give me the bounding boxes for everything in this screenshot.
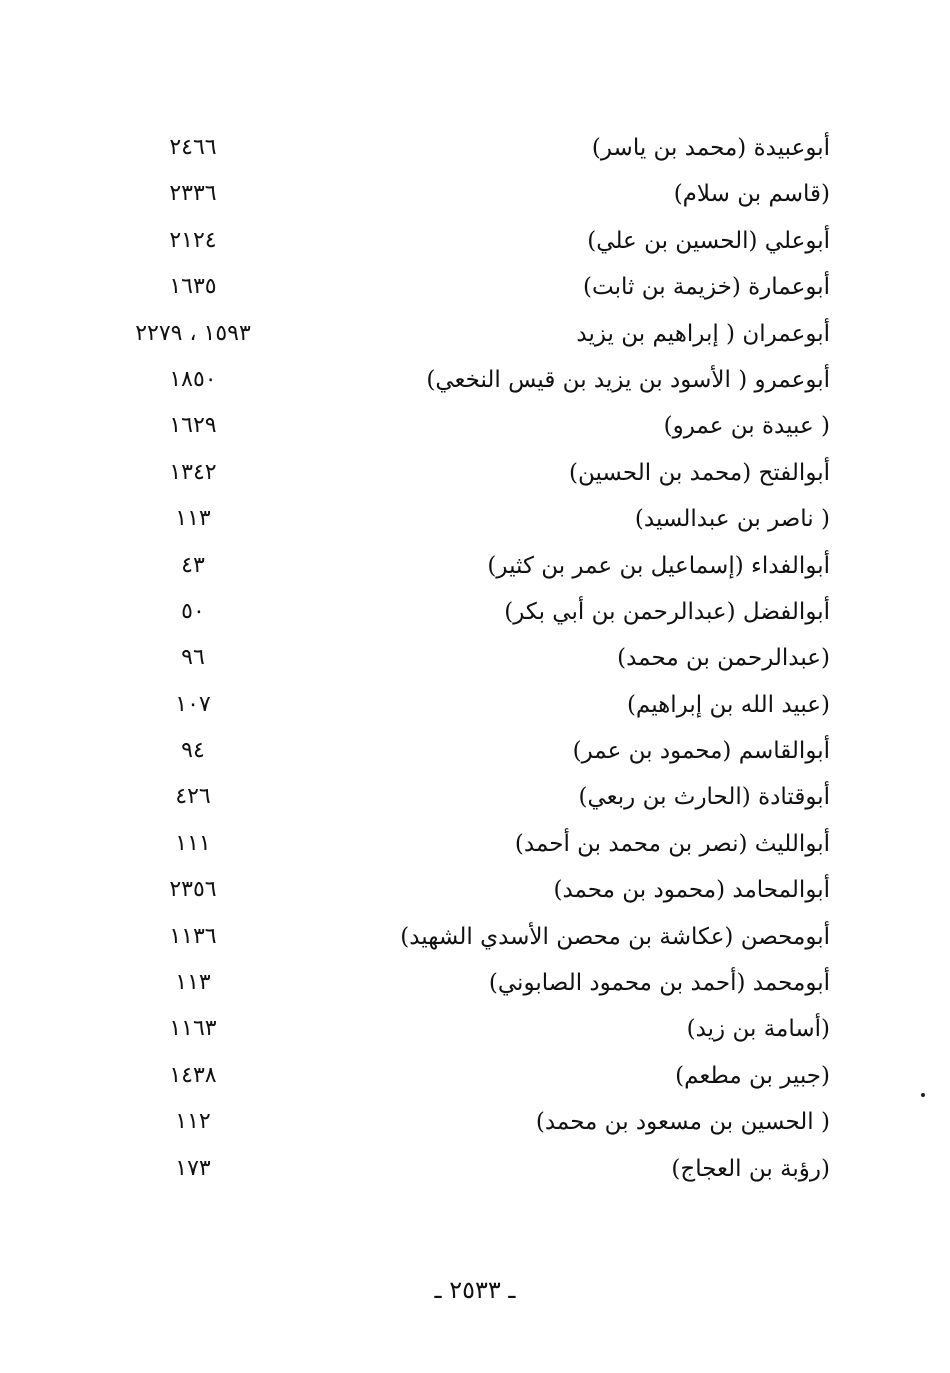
index-entry [0, 1099, 950, 1145]
scan-speck [921, 1093, 925, 1097]
index-entry [0, 589, 950, 635]
entry-page-number: ١٠٧ [175, 691, 211, 717]
entry-page-number: ٢١٢٤ [169, 227, 217, 253]
entry-name: أبوالفضل (عبدالرحمن بن أبي بكر) [504, 598, 830, 625]
entry-page-number: ٥٠ [181, 598, 205, 624]
entry-page-number: ١١٦٣ [169, 1016, 217, 1042]
index-entry [0, 1006, 950, 1052]
index-entry [0, 914, 950, 960]
entry-page-number: ١١١ [175, 830, 211, 856]
index-entry [0, 125, 950, 171]
index-entry [0, 682, 950, 728]
entry-page-number: ١٦٢٩ [169, 413, 217, 439]
entry-page-number: ١١٢ [175, 1109, 211, 1135]
entry-name: أبوعمران ( إبراهيم بن يزيد [576, 320, 830, 347]
entry-name: أبوعبيدة (محمد بن ياسر) [591, 135, 830, 161]
index-entry [0, 450, 950, 496]
entry-name: أبوعمرو ( الأسود بن يزيد بن قيس النخعي) [426, 366, 830, 393]
index-entry [0, 728, 950, 774]
index-entry [0, 635, 950, 681]
entry-name: (عبدالرحمن بن محمد) [617, 645, 830, 672]
entry-name: أبوالقاسم (محمود بن عمر) [572, 738, 830, 765]
entry-name: أبوالفتح (محمد بن الحسين) [568, 459, 830, 486]
index-entry [0, 403, 950, 449]
entry-name: (عبيد الله بن إبراهيم) [626, 691, 830, 718]
index-entry [0, 218, 950, 264]
index-entry [0, 264, 950, 310]
index-entry [0, 496, 950, 542]
entry-page-number: ١٥٩٣ ، ٢٢٧٩ [135, 320, 251, 346]
index-list [0, 125, 950, 1192]
entry-name: أبوالليث (نصر بن محمد بن أحمد) [514, 830, 830, 857]
entry-page-number: ٢٣٣٦ [169, 181, 217, 207]
index-entry [0, 821, 950, 867]
entry-page-number: ١٦٣٥ [169, 274, 217, 300]
entry-page-number: ٢٤٦٦ [169, 135, 217, 160]
index-entry [0, 1146, 950, 1192]
index-entry [0, 1053, 950, 1099]
entry-page-number: ١٣٤٢ [169, 459, 217, 485]
entry-page-number: ١٤٣٨ [169, 1062, 217, 1088]
index-entry [0, 171, 950, 217]
entry-name: ( الحسين بن مسعود بن محمد) [535, 1109, 830, 1136]
index-entry [0, 357, 950, 403]
entry-name: أبومحمد (أحمد بن محمود الصابوني) [488, 970, 830, 997]
index-entry [0, 543, 950, 589]
index-entry [0, 960, 950, 1006]
entry-name: (قاسم بن سلام) [673, 181, 830, 208]
index-entry [0, 867, 950, 913]
page-number: ـ ٢٥٣٣ ـ [434, 1276, 516, 1304]
entry-page-number: ٩٦ [181, 645, 205, 671]
entry-name: (أسامة بن زيد) [686, 1016, 830, 1043]
entry-page-number: ١١٣٦ [169, 923, 217, 949]
entry-page-number: ٢٣٥٦ [169, 877, 217, 903]
entry-name: ( عبيدة بن عمرو) [663, 413, 830, 440]
entry-page-number: ١٧٣ [175, 1155, 211, 1181]
entry-name: ( ناصر بن عبدالسيد) [634, 506, 830, 533]
entry-name: أبوعمارة (خزيمة بن ثابت) [583, 274, 830, 301]
entry-page-number: ٤٣ [181, 552, 205, 578]
entry-name: أبوالفداء (إسماعيل بن عمر بن كثير) [487, 552, 830, 579]
entry-page-number: ١٨٥٠ [169, 366, 217, 392]
entry-name: (جبير بن مطعم) [675, 1062, 830, 1089]
index-entry [0, 774, 950, 820]
entry-name: (رؤبة بن العجاج) [671, 1155, 830, 1182]
entry-page-number: ٩٤ [181, 738, 205, 764]
index-entry [0, 311, 950, 357]
entry-page-number: ١١٣ [175, 970, 211, 996]
entry-name: أبومحصن (عكاشة بن محصن الأسدي الشهيد) [400, 923, 830, 950]
entry-page-number: ٤٢٦ [175, 784, 211, 810]
entry-name: أبوالمحامد (محمود بن محمد) [553, 877, 830, 904]
entry-name: أبوقتادة (الحارث بن ربعي) [578, 784, 830, 811]
entry-name: أبوعلي (الحسين بن علي) [587, 227, 830, 254]
entry-page-number: ١١٣ [175, 506, 211, 532]
